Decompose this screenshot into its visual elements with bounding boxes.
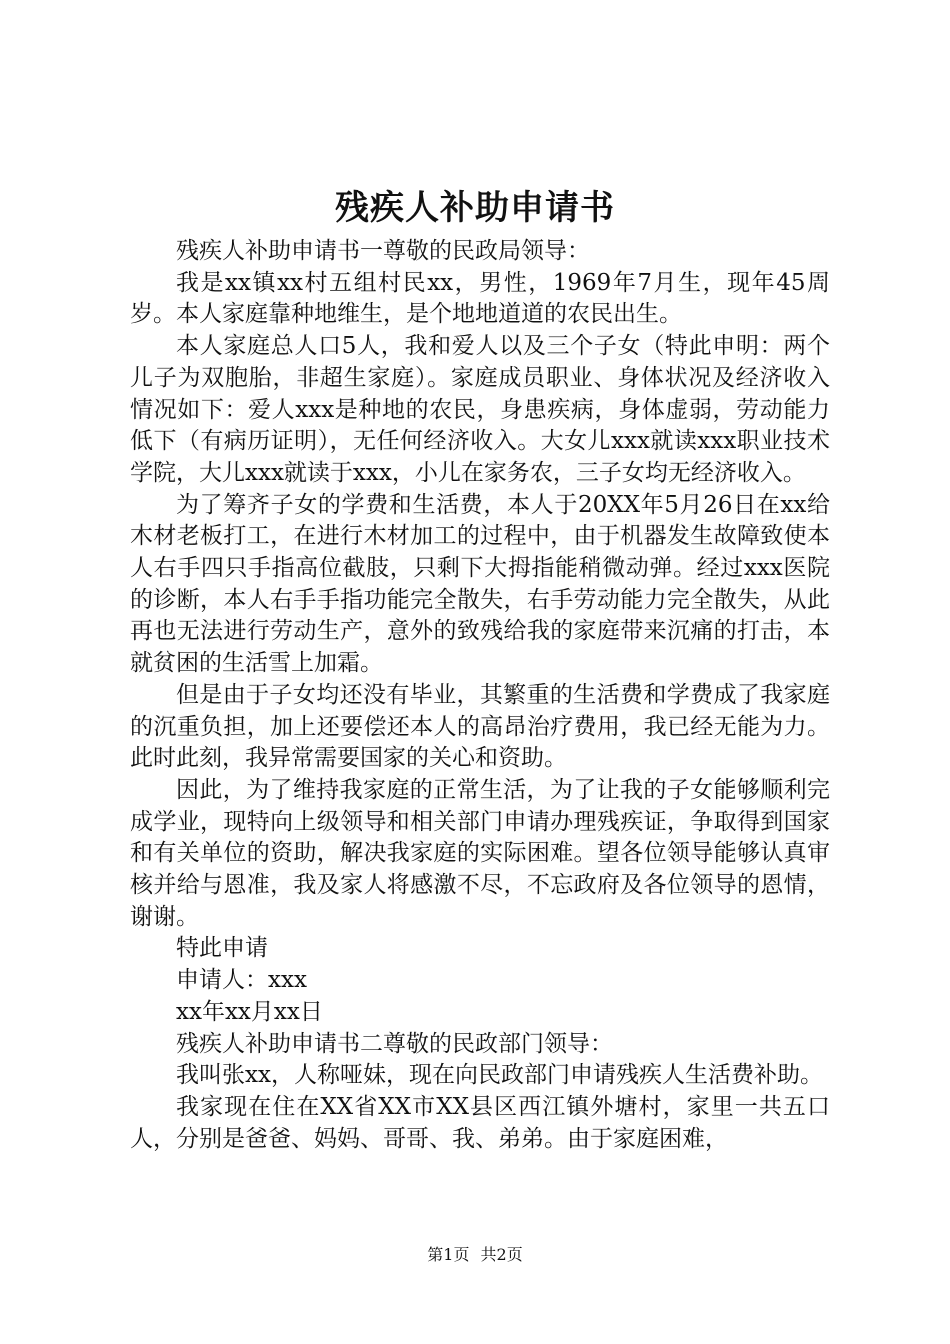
paragraph-salutation-1: 残疾人补助申请书一尊敬的民政局领导： <box>176 238 590 264</box>
paragraph-injury: 为了筹齐子女的学费和生活费，本人于20XX年5月26日在xx给木材老板打工，在进行木材加工的过程中，由于机器发生故障致使本人右手四只手指高位截肢，只剩下大拇指能稍微动弹。经过xxx医院的诊断，本人右手手指功能完全散失，右手劳动能力完全散失，从此再也无法进行劳动生产，意外的致残给我的家庭带来沉痛的打击，本就贫困的生活雪上加霜。 <box>130 491 830 677</box>
paragraph-applicant: 申请人：xxx <box>176 967 307 994</box>
paragraph-second-family: 我家现在住在XX省XX市XX县区西江镇外塘村，家里一共五口人，分别是爸爸、妈妈、哥哥、我、弟弟。由于家庭困难， <box>130 1093 830 1152</box>
document-body <box>130 236 830 1155</box>
paragraph-burden: 但是由于子女均还没有毕业，其繁重的生活费和学费成了我家庭的沉重负担，加上还要偿还本人的高昂治疗费用，我已经无能为力。此时此刻，我异常需要国家的关心和资助。 <box>130 681 830 772</box>
paragraph-salutation-2: 残疾人补助申请书二尊敬的民政部门领导： <box>176 1030 613 1057</box>
paragraph-date: xx年xx月xx日 <box>176 998 323 1025</box>
document-title: 残疾人补助申请书 <box>335 188 615 228</box>
page-footer: 第1页 共2页 <box>427 1245 523 1264</box>
paragraph-request: 因此，为了维持我家庭的正常生活，为了让我的子女能够顺利完成学业，现特向上级领导和相关部门申请办理残疾证，争取得到国家和有关单位的资助，解决我家庭的实际困难。望各位领导能够认真审核并给与恩准，我及家人将感激不尽，不忘政府及各位领导的恩情，谢谢。 <box>130 776 830 930</box>
paragraph-closing: 特此申请 <box>176 935 268 962</box>
paragraph-family: 本人家庭总人口5人，我和爱人以及三个子女（特此申明：两个儿子为双胞胎，非超生家庭）。家庭成员职业、身体状况及经济收入情况如下：爱人xxx是种地的农民，身患疾病，身体虚弱，劳动能力低下（有病历证明），无任何经济收入。大女儿xxx就读xxx职业技术学院，大儿xxx就读于xxx，小儿在家务农，三子女均无经济收入。 <box>130 333 830 486</box>
paragraph-second-intro: 我叫张xx，人称哑妹，现在向民政部门申请残疾人生活费补助。 <box>176 1062 823 1089</box>
paragraph-introduction: 我是xx镇xx村五组村民xx，男性，1969年7月生，现年45周岁。本人家庭靠种地维生，是个地地道道的农民出生。 <box>130 269 830 328</box>
